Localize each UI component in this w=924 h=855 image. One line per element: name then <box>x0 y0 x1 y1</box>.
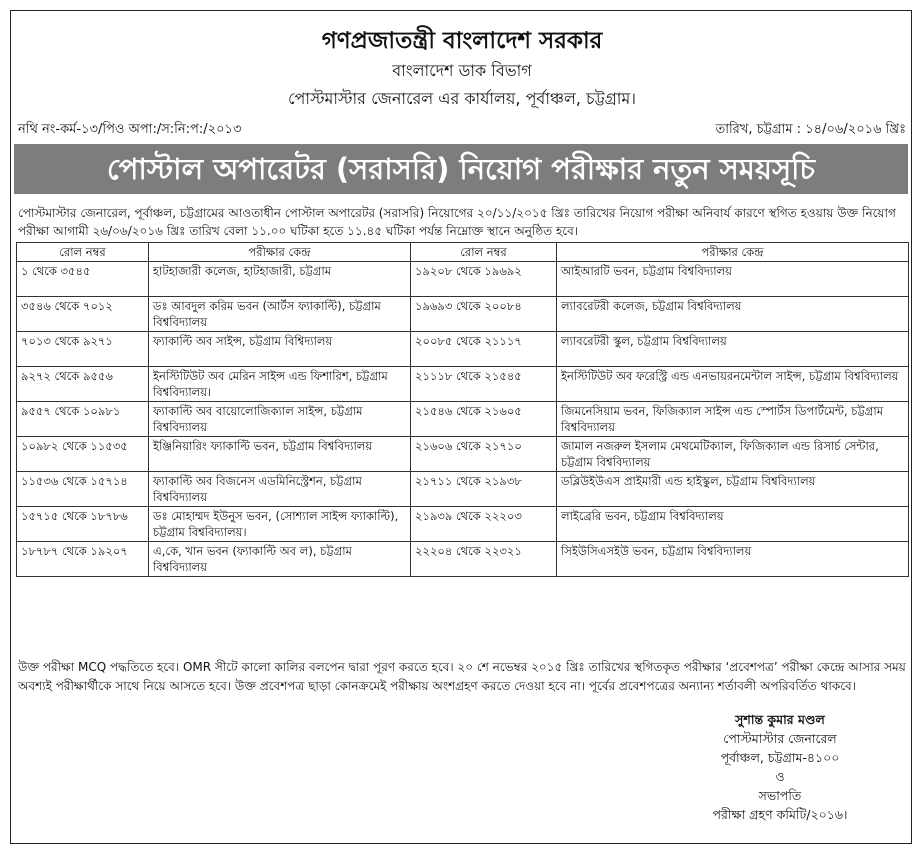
exam-center: ফ্যাকাল্টি অব বিজনেস এডমিনিস্ট্রেশন, চট্টগ্রাম বিশ্ববিদ্যালয় <box>149 472 411 507</box>
roll-range: ৩৫৪৬ থেকে ৭০১২ <box>17 297 149 332</box>
roll-range: ১৮৭৮৭ থেকে ১৯২০৭ <box>17 542 149 577</box>
table-row <box>17 507 909 542</box>
roll-range: ১৯৬৯৩ থেকে ২০০৮৪ <box>411 297 557 332</box>
roll-range: ২১৬০৬ থেকে ২১৭১০ <box>411 437 557 472</box>
roll-range: ৯৫৫৭ থেকে ১০৯৮১ <box>17 402 149 437</box>
table-row <box>17 472 909 507</box>
exam-schedule-table <box>16 242 909 577</box>
notice-date: তারিখ, চট্টগ্রাম : ১৪/০৬/২০১৬ খ্রিঃ <box>715 122 906 137</box>
signatory-role: সভাপতি <box>758 788 802 803</box>
table-row <box>17 402 909 437</box>
signatory-committee: পরীক্ষা গ্রহণ কমিটি/২০১৬। <box>712 807 848 822</box>
department-heading: বাংলাদেশ ডাক বিভাগ <box>392 61 532 80</box>
header-roll-1: রোল নম্বর <box>17 243 149 262</box>
table-row <box>17 262 909 297</box>
signatory-region: পূর্বাঞ্চল, চট্টগ্রাম-৪১০০ <box>720 750 840 765</box>
exam-center: লাইব্রেরি ভবন, চট্টগ্রাম বিশ্ববিদ্যালয় <box>557 507 909 542</box>
table-row <box>17 437 909 472</box>
roll-range: ২২২০৪ থেকে ২২৩২১ <box>411 542 557 577</box>
exam-center: ল্যাবরেটরী কলেজ, চট্টগ্রাম বিশ্ববিদ্যালয় <box>557 297 909 332</box>
intro-paragraph: পোস্টমাস্টার জেনারেল, পূর্বাঞ্চল, চট্টগ্রামের আওতাধীন পোস্টাল অপারেটর (সরাসরি) নিয়োগের ২০/১১/২০১৫ খ্রিঃ তারিখের নিয়োগ পরীক্ষা অনিবার্য কারণে স্থগিত হওয়ায় উক্ত নিয়োগ পরীক্ষা আগামী ২৬/০৬/২০১৬ খ্রিঃ তারিখ বেলা ১১.০০ ঘটিকা হতে ১১.৪৫ ঘটিকা পর্যন্ত নিম্নোক্ত স্থানে অনুষ্ঠিত হবে। <box>18 206 896 238</box>
roll-range: ২১৫৪৬ থেকে ২১৬০৫ <box>411 402 557 437</box>
roll-range: ২১১১৮ থেকে ২১৫৪৫ <box>411 367 557 402</box>
exam-center: ইঞ্জিনিয়ারিং ফ্যাকাল্টি ভবন, চট্টগ্রাম বিশ্ববিদ্যালয় <box>149 437 411 472</box>
roll-range: ৯২৭২ থেকে ৯৫৫৬ <box>17 367 149 402</box>
table-row <box>17 367 909 402</box>
government-heading: গণপ্রজাতন্ত্রী বাংলাদেশ সরকার <box>321 28 603 54</box>
office-heading: পোস্টমাস্টার জেনারেল এর কার্যালয়, পূর্বাঞ্চল, চট্টগ্রাম। <box>287 89 637 108</box>
roll-range: ১০৯৮২ থেকে ১১৫৩৫ <box>17 437 149 472</box>
instructions-paragraph: উক্ত পরীক্ষা MCQ পদ্ধতিতে হবে। OMR সীটে কালো কালির বলপেন দ্বারা পূরণ করতে হবে। ২০ শে নভেম্বর ২০১৫ খ্রিঃ তারিখের স্থগিতকৃত পরীক্ষার ‘প্রবেশপত্র’ পরীক্ষা কেন্দ্রে আসার সময় অবশ্যই পরীক্ষার্থীকে সাথে নিয়ে আসতে হবে। উক্ত প্রবেশপত্র ছাড়া কোনক্রমেই পরীক্ষায় অংশগ্রহণ করতে দেওয়া হবে না। পূর্বের প্রবেশপত্রের অন্যান্য শর্তাবলী অপরিবর্তিত থাকবে। <box>18 660 906 693</box>
table-row <box>17 297 909 332</box>
exam-center: জিমনেসিয়াম ভবন, ফিজিক্যাল সাইন্স এন্ড স্পোর্টস ডিপার্টমেন্ট, চট্টগ্রাম বিশ্ববিদ্যালয় <box>557 402 909 437</box>
exam-center: সিইউসিএসইউ ভবন, চট্টগ্রাম বিশ্ববিদ্যালয় <box>557 542 909 577</box>
exam-center: ডঃ আবদুল করিম ভবন (আর্টস ফ্যাকাল্টি), চট্টগ্রাম বিশ্ববিদ্যালয় <box>149 297 411 332</box>
table-row <box>17 542 909 577</box>
exam-center: জামাল নজরুল ইসলাম মেথমেটিক্যাল, ফিজিক্যাল এন্ড রিসার্চ সেন্টার, চট্টগ্রাম বিশ্ববিদ্যালয় <box>557 437 909 472</box>
roll-range: ২১৯৩৯ থেকে ২২২০৩ <box>411 507 557 542</box>
exam-center: হাটহাজারী কলেজ, হাটহাজারী, চট্টগ্রাম <box>149 262 411 297</box>
exam-center: এ,কে, খান ভবন (ফ্যাকাল্টি অব ল), চট্টগ্রাম বিশ্ববিদ্যালয় <box>149 542 411 577</box>
roll-range: ১ থেকে ৩৫৪৫ <box>17 262 149 297</box>
exam-center: ডব্লিউইউএস প্রাইমারী এন্ড হাইস্কুল, চট্টগ্রাম বিশ্ববিদ্যালয় <box>557 472 909 507</box>
file-number: নথি নং-কর্ম-১৩/পিও অপা:/স:নি:প:/২০১৩ <box>18 122 242 137</box>
header-center-2: পরীক্ষার কেন্দ্র <box>557 243 909 262</box>
exam-center: আইআরটি ভবন, চট্টগ্রাম বিশ্ববিদ্যালয় <box>557 262 909 297</box>
roll-range: ২১৭১১ থেকে ২১৯৩৮ <box>411 472 557 507</box>
header-center-1: পরীক্ষার কেন্দ্র <box>149 243 411 262</box>
roll-range: ৭০১৩ থেকে ৯২৭১ <box>17 332 149 367</box>
exam-center: ইনস্টিটিউট অব ফরেস্ট্রি এন্ড এনভায়রনমেন্টাল সাইন্স, চট্টগ্রাম বিশ্ববিদ্যালয় <box>557 367 909 402</box>
roll-range: ১১৫৩৬ থেকে ১৫৭১৪ <box>17 472 149 507</box>
exam-center: ইনস্টিটিউট অব মেরিন সাইন্স এন্ড ফিশারিশ, চট্টগ্রাম বিশ্ববিদ্যালয়। <box>149 367 411 402</box>
exam-center: ফ্যাকাল্টি অব বায়োলোজিক্যাল সাইন্স, চট্টগ্রাম বিশ্ববিদ্যালয় <box>149 402 411 437</box>
roll-range: ২০০৮৫ থেকে ২১১১৭ <box>411 332 557 367</box>
notice-title-banner: পোস্টাল অপারেটর (সরাসরি) নিয়োগ পরীক্ষার নতুন সময়সূচি <box>14 144 908 194</box>
signatory-and: ও <box>775 769 785 784</box>
signatory-name: সুশান্ত কুমার মণ্ডল <box>735 712 825 727</box>
exam-center: ল্যাবরেটরী স্কুল, চট্টগ্রাম বিশ্ববিদ্যালয় <box>557 332 909 367</box>
roll-range: ১৯২০৮ থেকে ১৯৬৯২ <box>411 262 557 297</box>
table-row <box>17 332 909 367</box>
roll-range: ১৫৭১৫ থেকে ১৮৭৮৬ <box>17 507 149 542</box>
signatory-title: পোস্টমাস্টার জেনারেল <box>723 731 837 746</box>
header-roll-2: রোল নম্বর <box>411 243 557 262</box>
exam-center: ফ্যাকাল্টি অব সাইন্স, চট্টগ্রাম বিশ্বিদ্যালয় <box>149 332 411 367</box>
exam-center: ডঃ মোহাম্মদ ইউনুস ভবন, (সোশ্যাল সাইন্স ফ্যাকাল্টি), চট্টগ্রাম বিশ্ববিদ্যালয়। <box>149 507 411 542</box>
table-header-row <box>17 243 909 262</box>
signature-block <box>660 710 900 824</box>
